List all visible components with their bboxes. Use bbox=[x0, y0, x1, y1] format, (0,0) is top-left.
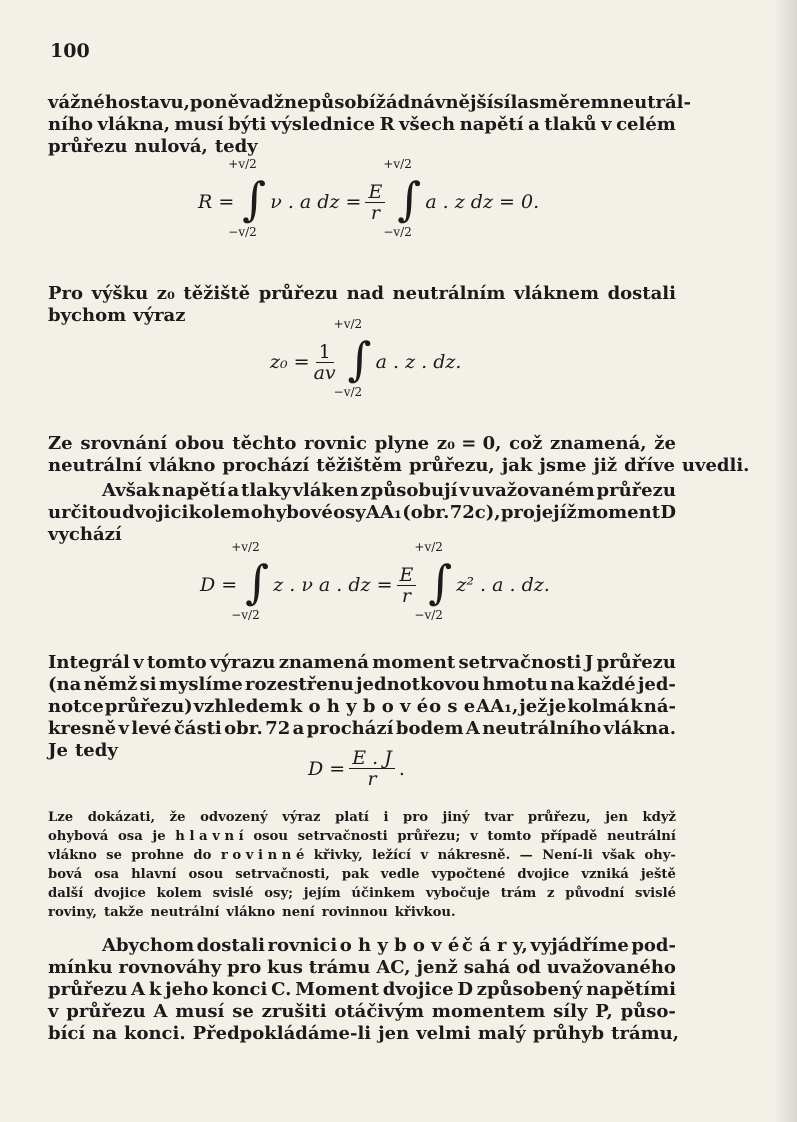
word: si bbox=[139, 674, 157, 695]
word: v bbox=[48, 1001, 59, 1022]
text-line bbox=[48, 92, 691, 114]
eq4-fraction: $\frac{E . J}{r}$ bbox=[349, 748, 395, 789]
word: průřezu bbox=[596, 652, 676, 673]
text-line bbox=[48, 979, 676, 1001]
text-line bbox=[48, 827, 676, 846]
word: tvar bbox=[484, 810, 514, 825]
word: svislé bbox=[212, 886, 254, 901]
text-line bbox=[48, 808, 676, 827]
word: odvozený bbox=[200, 810, 268, 825]
word: osy bbox=[333, 502, 366, 523]
word: prohne bbox=[131, 848, 184, 863]
word: trám bbox=[500, 886, 537, 901]
word: dvojici bbox=[122, 502, 189, 523]
word: ještě bbox=[640, 867, 676, 882]
word: křivky, bbox=[313, 848, 363, 863]
word: další bbox=[48, 886, 84, 901]
word: křivkou. bbox=[394, 905, 456, 920]
integral-sign: +v/2 ∫ −v/2 bbox=[228, 157, 267, 239]
word: se bbox=[232, 1001, 254, 1022]
word: a bbox=[292, 718, 305, 739]
word: výrazu bbox=[209, 652, 276, 673]
word: průřezu) bbox=[104, 696, 193, 717]
word: ležící bbox=[372, 848, 412, 863]
word: průřezu; bbox=[397, 829, 461, 844]
integral-sign: +v/2 ∫ −v/2 bbox=[414, 540, 453, 622]
word: v bbox=[133, 652, 144, 673]
word: osou bbox=[253, 829, 288, 844]
page-edge-shadow bbox=[773, 0, 797, 1122]
word: R bbox=[379, 114, 395, 135]
word: z bbox=[546, 886, 555, 901]
word: že bbox=[169, 810, 186, 825]
word: pod- bbox=[631, 935, 676, 956]
word: rovnici bbox=[267, 935, 338, 956]
word: musí bbox=[174, 114, 224, 135]
word: těchto bbox=[232, 433, 297, 454]
word: setrvačnosti, bbox=[235, 867, 330, 882]
word: bodem bbox=[395, 718, 464, 739]
word: osou bbox=[188, 867, 224, 882]
word: D bbox=[457, 979, 473, 1000]
word: r o v i n n é bbox=[220, 848, 305, 863]
word: neutrálním bbox=[392, 283, 506, 304]
word: tedy bbox=[74, 740, 118, 761]
word: roviny, bbox=[48, 905, 97, 920]
eq4-lhs: D = bbox=[308, 757, 346, 780]
word: osa bbox=[94, 867, 120, 882]
word: ohy- bbox=[644, 848, 676, 863]
word: prochází bbox=[222, 455, 310, 476]
word: dostali bbox=[196, 935, 266, 956]
eq2-fraction: $\frac{1}{av}$ bbox=[313, 340, 336, 384]
word: výraz bbox=[282, 810, 321, 825]
word: vedle bbox=[380, 867, 420, 882]
text-line bbox=[48, 935, 676, 957]
paragraph-6 bbox=[48, 935, 680, 1045]
word: konci. bbox=[123, 1023, 186, 1044]
equation-centroid bbox=[270, 317, 462, 402]
word: momentem bbox=[431, 1001, 546, 1022]
text-line bbox=[48, 480, 676, 502]
word: velmi bbox=[416, 1023, 471, 1044]
word: rozestřenu bbox=[245, 674, 354, 695]
word: dvojice bbox=[382, 979, 454, 1000]
word: průřezu, bbox=[527, 810, 591, 825]
word: němž bbox=[83, 674, 138, 695]
word: AA₁, bbox=[476, 696, 519, 717]
word: setrvačnosti bbox=[458, 652, 582, 673]
word: neutrální bbox=[48, 455, 142, 476]
word: celém bbox=[616, 114, 676, 135]
word: že bbox=[654, 433, 676, 454]
word: jenž bbox=[416, 957, 458, 978]
word: dvojice bbox=[93, 886, 146, 901]
word: vlákna, bbox=[97, 114, 170, 135]
word: těžištěm bbox=[316, 455, 403, 476]
word: výraz bbox=[133, 305, 186, 326]
word: žádná bbox=[375, 92, 435, 113]
word: nepůsobí bbox=[283, 92, 376, 113]
word: h l a v n í bbox=[175, 829, 244, 844]
word: vlákna. bbox=[603, 718, 676, 739]
eq3-fraction: $\frac{E}{r}$ bbox=[397, 565, 417, 606]
word: když bbox=[642, 810, 676, 825]
word: jednotkovou bbox=[356, 674, 481, 695]
word: tomto bbox=[487, 829, 532, 844]
word: o h y b o v é bbox=[339, 935, 460, 956]
word: určitou bbox=[48, 502, 122, 523]
word: bová bbox=[48, 867, 83, 882]
word: a bbox=[528, 114, 540, 135]
word: v bbox=[420, 848, 429, 863]
word: v bbox=[601, 114, 612, 135]
word: ná- bbox=[643, 696, 676, 717]
footnote bbox=[48, 808, 676, 922]
word: případě bbox=[540, 829, 598, 844]
word: takže bbox=[104, 905, 144, 920]
word: hmotu bbox=[482, 674, 548, 695]
word: všech bbox=[399, 114, 456, 135]
word: otáčivým bbox=[334, 1001, 425, 1022]
word: AC, bbox=[376, 957, 411, 978]
word: tomto bbox=[146, 652, 207, 673]
word: vlákno bbox=[148, 455, 216, 476]
word: již bbox=[593, 455, 618, 476]
word: dvojice bbox=[517, 867, 570, 882]
word: způsobený bbox=[476, 979, 583, 1000]
word: sahá bbox=[463, 957, 511, 978]
word: napětími bbox=[586, 979, 676, 1000]
word: neutrální bbox=[150, 905, 220, 920]
word: i bbox=[383, 810, 389, 825]
word: jejíž bbox=[535, 502, 577, 523]
word: kolem bbox=[156, 886, 202, 901]
word: vláknem bbox=[513, 283, 600, 304]
paragraph-3 bbox=[48, 433, 750, 477]
word: poněvadž bbox=[189, 92, 284, 113]
word: je bbox=[548, 696, 567, 717]
word: což bbox=[509, 433, 543, 454]
word: osy; bbox=[264, 886, 294, 901]
word: býti bbox=[228, 114, 267, 135]
word: rovnic bbox=[304, 433, 367, 454]
eq3-integrand-1: z . ν a . dz = bbox=[273, 574, 393, 596]
word: vážného bbox=[48, 92, 130, 113]
word: srovnání bbox=[80, 433, 168, 454]
word: (na bbox=[48, 674, 82, 695]
word: vychází bbox=[48, 524, 122, 545]
eq1-lhs: R = bbox=[198, 191, 235, 213]
word: obr. bbox=[224, 718, 263, 739]
eq3-integrand-2: z² . a . dz. bbox=[456, 574, 550, 596]
word: rovinnou bbox=[321, 905, 388, 920]
word: svislé bbox=[635, 886, 676, 901]
text-line bbox=[48, 455, 750, 477]
text-line bbox=[48, 718, 676, 740]
word: účinkem bbox=[351, 886, 416, 901]
word: pro bbox=[500, 502, 535, 523]
word: nad bbox=[346, 283, 384, 304]
text-line bbox=[48, 502, 676, 524]
word: P, bbox=[595, 1001, 613, 1022]
word: neutrální bbox=[607, 829, 676, 844]
word: v bbox=[118, 718, 129, 739]
word: plyne bbox=[374, 433, 430, 454]
text-line bbox=[48, 524, 676, 546]
word: tlaky bbox=[241, 480, 291, 501]
word: půso- bbox=[620, 1001, 676, 1022]
word: kus bbox=[267, 957, 303, 978]
word: průřezu bbox=[48, 979, 128, 1000]
paragraph-1 bbox=[48, 92, 691, 158]
word: jiný bbox=[442, 810, 470, 825]
word: ohybové bbox=[250, 502, 333, 523]
word: č á r y, bbox=[461, 935, 528, 956]
integral-sign: +v/2 ∫ −v/2 bbox=[231, 540, 270, 622]
text-line bbox=[48, 1023, 680, 1045]
eq4-tail: . bbox=[398, 757, 405, 780]
word: D bbox=[660, 502, 676, 523]
word: malý bbox=[477, 1023, 526, 1044]
word: pro bbox=[227, 957, 262, 978]
text-line bbox=[48, 433, 676, 455]
word: 72 bbox=[265, 718, 291, 739]
word: trámu bbox=[308, 957, 371, 978]
word: způsobují bbox=[360, 480, 458, 501]
word: AA₁ bbox=[366, 502, 402, 523]
equation-resultant bbox=[198, 157, 540, 242]
word: vybočuje bbox=[425, 886, 490, 901]
word: znamená, bbox=[550, 433, 647, 454]
word: A bbox=[131, 979, 146, 1000]
word: jsme bbox=[539, 455, 587, 476]
word: moment bbox=[577, 502, 661, 523]
word: rovnováhy bbox=[118, 957, 222, 978]
text-line bbox=[48, 846, 676, 865]
word: bychom bbox=[48, 305, 127, 326]
word: původní bbox=[565, 886, 625, 901]
word: průřezu, bbox=[409, 455, 495, 476]
text-line bbox=[48, 903, 676, 922]
word: do bbox=[193, 848, 212, 863]
word: k bbox=[148, 979, 162, 1000]
word: napětí bbox=[161, 480, 226, 501]
word: zrušiti bbox=[261, 1001, 327, 1022]
paragraph-4 bbox=[48, 480, 676, 546]
word: jeho bbox=[165, 979, 209, 1000]
word: trámu, bbox=[611, 1023, 680, 1044]
word: J bbox=[584, 652, 594, 673]
word: Ze bbox=[48, 433, 73, 454]
word: k o h y b o v é bbox=[289, 696, 429, 717]
word: na bbox=[92, 1023, 117, 1044]
word: Moment bbox=[295, 979, 380, 1000]
word: ohybová bbox=[48, 829, 109, 844]
word: kolem bbox=[188, 502, 251, 523]
word: směrem bbox=[528, 92, 610, 113]
text-line bbox=[48, 114, 676, 136]
word: C. bbox=[271, 979, 292, 1000]
word: vlákno bbox=[48, 848, 97, 863]
word: Pro bbox=[48, 283, 84, 304]
word: napětí bbox=[459, 114, 524, 135]
text-line bbox=[48, 957, 676, 979]
word: je bbox=[152, 829, 166, 844]
word: v bbox=[459, 480, 470, 501]
word: tlaků bbox=[544, 114, 597, 135]
text-line bbox=[48, 283, 676, 305]
word: neutrál- bbox=[609, 92, 691, 113]
word: vyjádříme bbox=[530, 935, 629, 956]
word: každé bbox=[577, 674, 636, 695]
page-number: 100 bbox=[50, 40, 90, 62]
word: A bbox=[465, 718, 480, 739]
word: se bbox=[106, 848, 122, 863]
word: vnější bbox=[435, 92, 494, 113]
word: neutrálního bbox=[482, 718, 602, 739]
text-line bbox=[48, 136, 676, 158]
word: znamená bbox=[278, 652, 369, 673]
word: není bbox=[282, 905, 315, 920]
word: tedy bbox=[214, 136, 258, 157]
text-line bbox=[48, 1001, 676, 1023]
word: (obr. bbox=[402, 502, 450, 523]
word: prochází bbox=[306, 718, 394, 739]
word: průhyb bbox=[532, 1023, 605, 1044]
word: jed- bbox=[637, 674, 676, 695]
word: — bbox=[519, 848, 533, 863]
word: jež bbox=[519, 696, 548, 717]
eq1-integrand-1: ν . a dz = bbox=[270, 191, 362, 213]
word: setrvačnosti bbox=[297, 829, 388, 844]
word: průřezu bbox=[48, 136, 128, 157]
word: nákresně. bbox=[437, 848, 511, 863]
eq1-fraction: $\frac{E}{r}$ bbox=[365, 182, 385, 223]
word: síla bbox=[493, 92, 529, 113]
text-line bbox=[48, 674, 676, 696]
word: dostali bbox=[607, 283, 676, 304]
word: vzniká bbox=[581, 867, 629, 882]
word: jen bbox=[378, 1023, 410, 1044]
word: v bbox=[470, 829, 478, 844]
word: pro bbox=[403, 810, 428, 825]
word: Lze bbox=[48, 810, 74, 825]
word: A bbox=[153, 1001, 168, 1022]
word: vlákno bbox=[226, 905, 276, 920]
word: jak bbox=[501, 455, 533, 476]
eq2-integrand: a . z . dz. bbox=[375, 351, 462, 373]
word: o s e bbox=[429, 696, 476, 717]
word: hlavní bbox=[131, 867, 177, 882]
word: od bbox=[516, 957, 541, 978]
word: jen bbox=[605, 810, 628, 825]
word: Avšak bbox=[102, 480, 160, 501]
word: platí bbox=[335, 810, 369, 825]
word: kresně bbox=[48, 718, 117, 739]
word: ního bbox=[48, 114, 94, 135]
integral-sign: +v/2 ∫ −v/2 bbox=[383, 157, 422, 239]
word: Integrál bbox=[48, 652, 130, 673]
word: levé bbox=[131, 718, 172, 739]
word: vypočtené bbox=[431, 867, 506, 882]
word: osa bbox=[117, 829, 143, 844]
eq1-integrand-2: a . z dz = 0. bbox=[425, 191, 540, 213]
eq2-lhs: z₀ = bbox=[270, 351, 310, 373]
word: bící bbox=[48, 1023, 86, 1044]
word: těžiště bbox=[183, 283, 251, 304]
eq3-lhs: D = bbox=[200, 574, 238, 596]
word: jejím bbox=[303, 886, 341, 901]
text-line bbox=[48, 865, 676, 884]
word: nulová, bbox=[134, 136, 208, 157]
word: mínku bbox=[48, 957, 113, 978]
word: dříve bbox=[624, 455, 675, 476]
word: vzhledem bbox=[193, 696, 289, 717]
word: pak bbox=[341, 867, 369, 882]
word: průřezu bbox=[258, 283, 339, 304]
text-line bbox=[48, 696, 676, 718]
word: síly bbox=[553, 1001, 588, 1022]
equation-d-result bbox=[308, 748, 405, 789]
word: průřezu bbox=[596, 480, 676, 501]
word: Není-li bbox=[542, 848, 593, 863]
word: průřezu bbox=[66, 1001, 146, 1022]
word: 72c), bbox=[449, 502, 501, 523]
word: Je bbox=[48, 740, 68, 761]
integral-sign: +v/2 ∫ −v/2 bbox=[333, 317, 372, 399]
word: Abychom bbox=[102, 935, 195, 956]
word: z₀ bbox=[156, 283, 175, 304]
word: uvažovaného bbox=[546, 957, 676, 978]
word: části bbox=[173, 718, 222, 739]
word: uvedli. bbox=[681, 455, 750, 476]
word: však bbox=[602, 848, 635, 863]
word: z₀ = 0, bbox=[436, 433, 502, 454]
word: musí bbox=[175, 1001, 225, 1022]
word: vláken bbox=[292, 480, 359, 501]
word: myslíme bbox=[158, 674, 243, 695]
word: kolmá bbox=[567, 696, 630, 717]
word: dokázati, bbox=[87, 810, 156, 825]
word: Předpokládáme-li bbox=[192, 1023, 372, 1044]
paragraph-5 bbox=[48, 652, 676, 762]
word: na bbox=[550, 674, 575, 695]
word: a bbox=[227, 480, 240, 501]
word: konci bbox=[211, 979, 268, 1000]
word: notce bbox=[48, 696, 104, 717]
word: moment bbox=[372, 652, 456, 673]
word: k bbox=[630, 696, 643, 717]
word: uvažovaném bbox=[471, 480, 595, 501]
word: výslednice bbox=[270, 114, 376, 135]
word: stavu, bbox=[129, 92, 190, 113]
text-line bbox=[48, 884, 676, 903]
text-line bbox=[48, 652, 676, 674]
word: obou bbox=[174, 433, 225, 454]
equation-moment bbox=[200, 540, 550, 625]
word: výšku bbox=[91, 283, 149, 304]
